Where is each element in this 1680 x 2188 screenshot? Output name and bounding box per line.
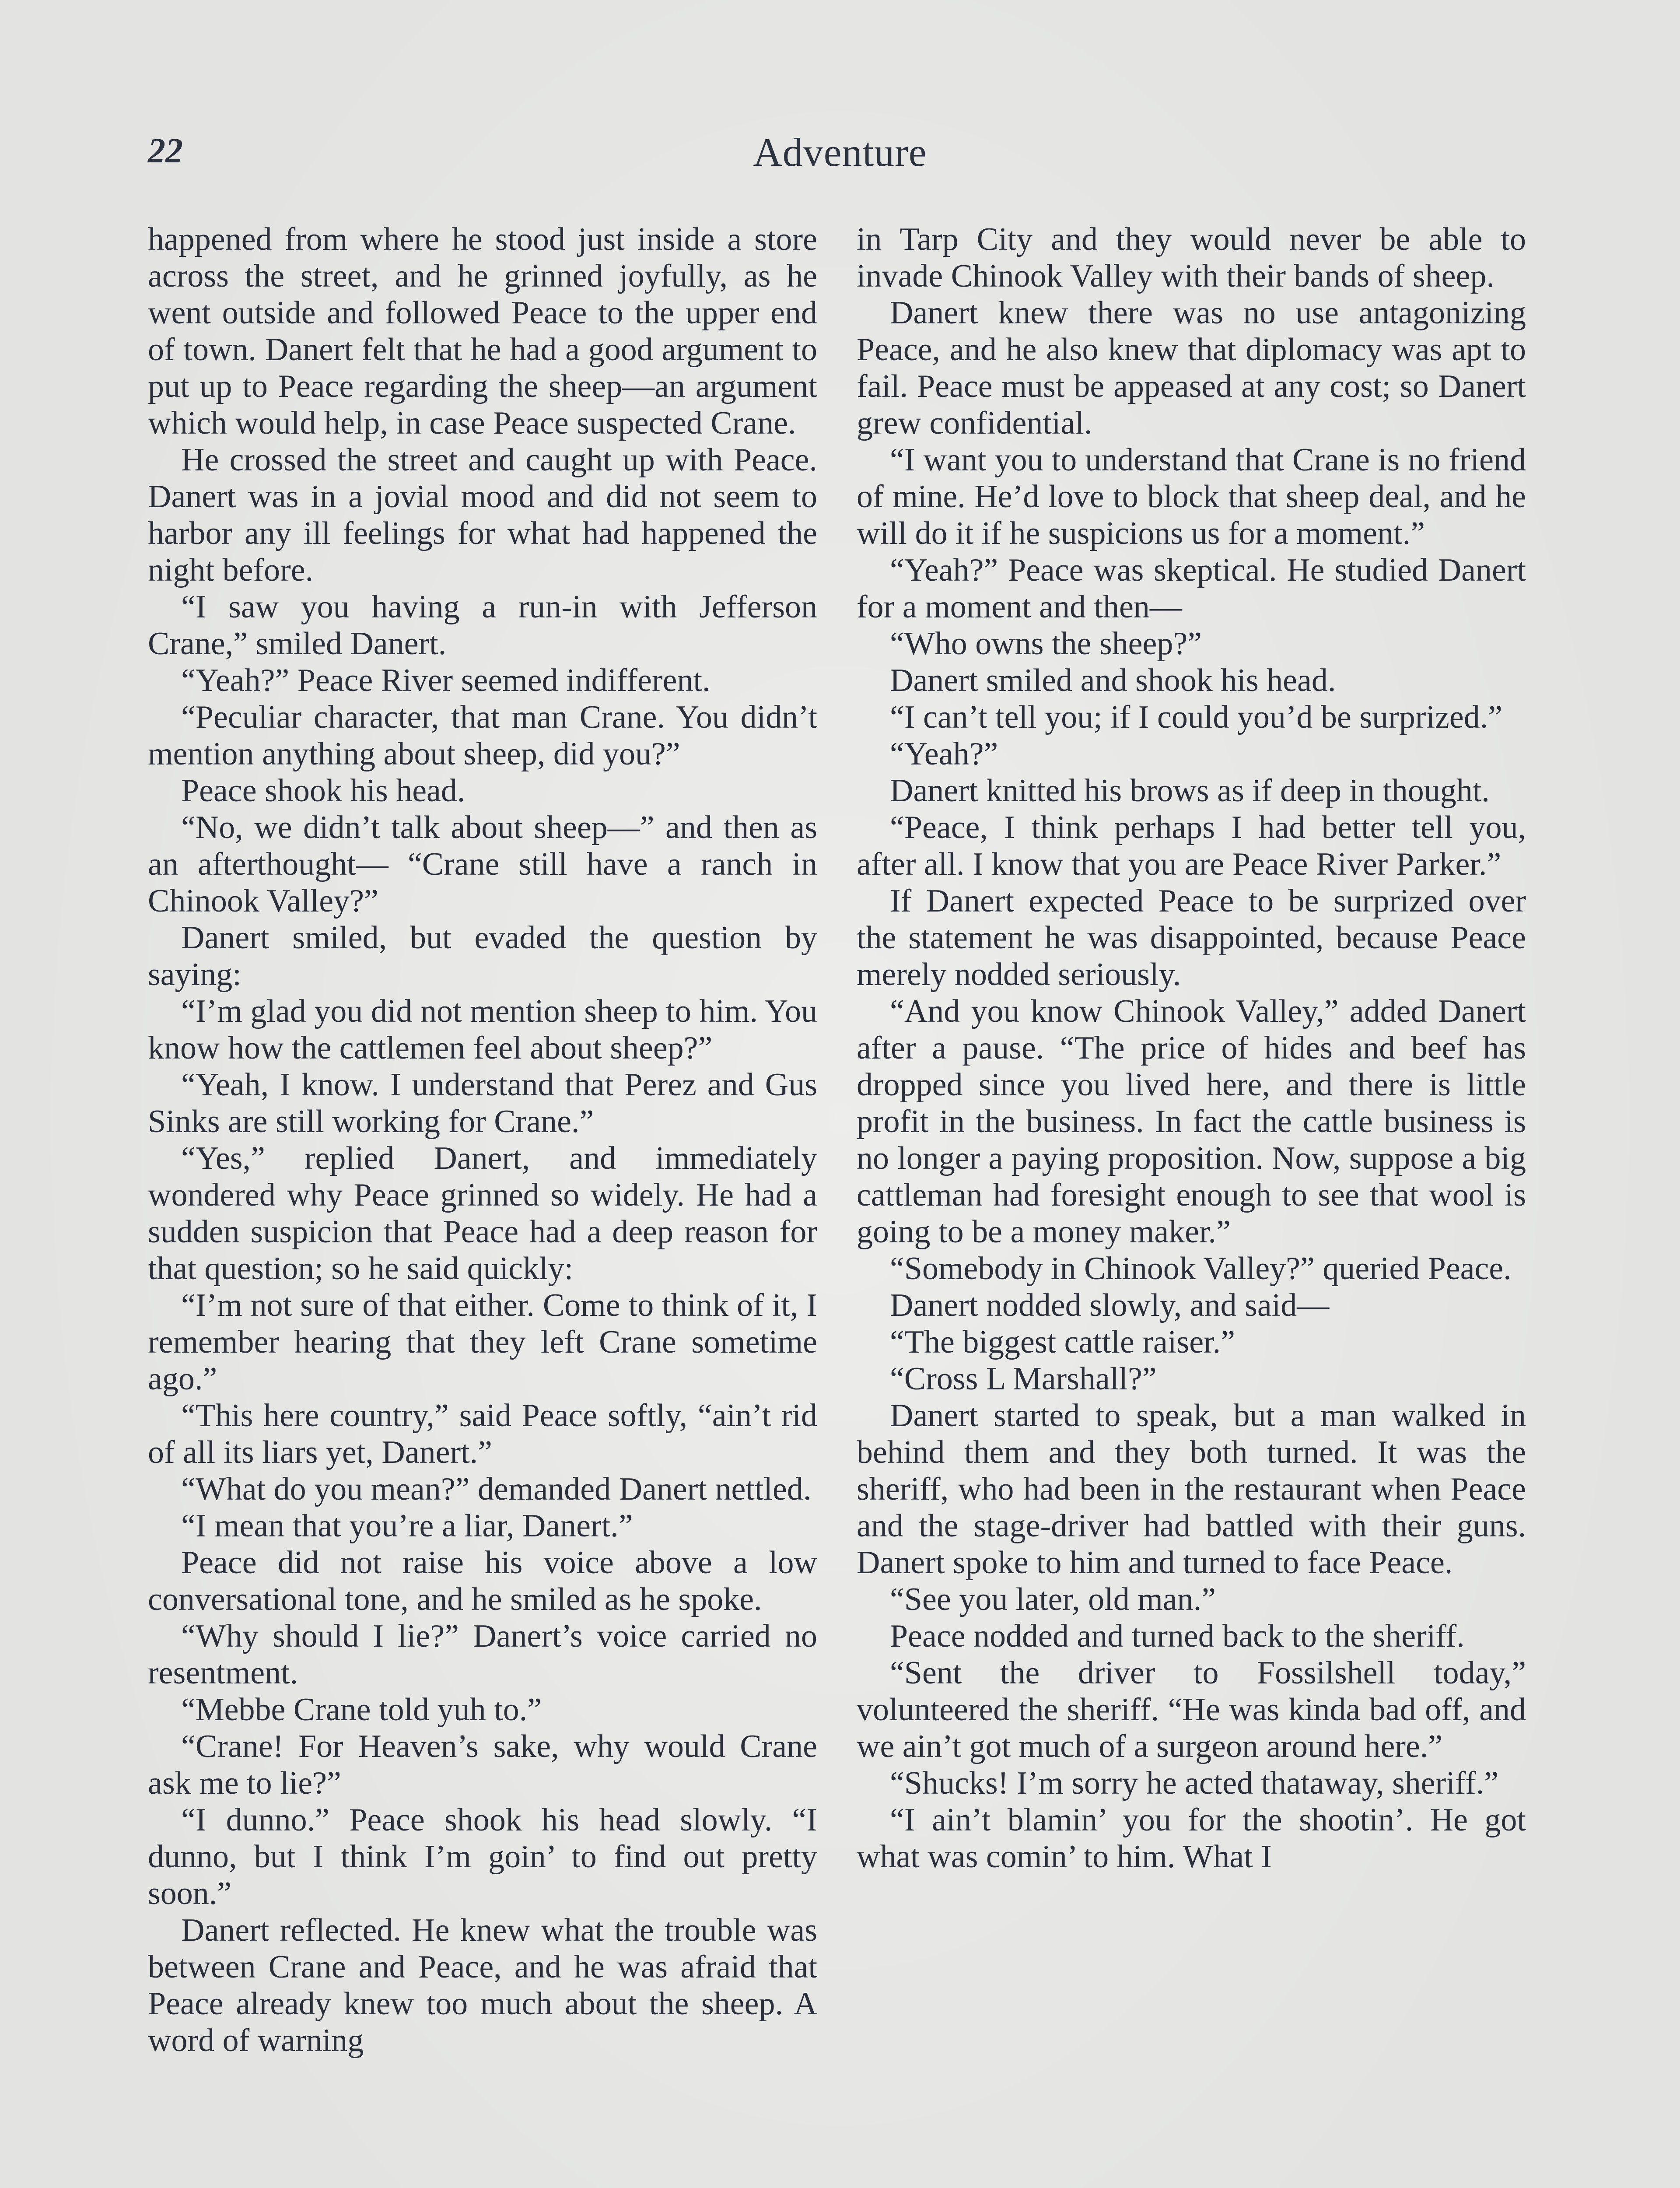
paragraph: He crossed the street and caught up with Peace. Danert was in a jovial mood and did not seem to harbor any ill feelings for what had happened the night before. (148, 442, 817, 588)
paragraph: If Danert expected Peace to be surprized over the statement he was disappointed, because Peace merely nodded seriously. (857, 883, 1526, 992)
paragraph: in Tarp City and they would never be able to invade Chinook Valley with their bands of sheep. (857, 221, 1526, 294)
paragraph: “Peace, I think perhaps I had better tell you, after all. I know that you are Peace River Parker.” (857, 810, 1526, 882)
paragraph: Danert knitted his brows as if deep in thought. (890, 773, 1490, 809)
left-column (148, 221, 817, 2059)
paragraph: “I mean that you’re a liar, Danert.” (181, 1508, 633, 1544)
paragraph: Peace nodded and turned back to the sheriff. (890, 1618, 1465, 1654)
paragraph: Danert started to speak, but a man walked in behind them and they both turned. It was the sheriff, who had been in the restaurant when Peace and the stage-driver had battled with their guns. Danert spoke to him and turned to face Peace. (857, 1398, 1526, 1581)
paragraph: “I ain’t blamin’ you for the shootin’. He got what was comin’ to him. What I (857, 1802, 1526, 1875)
paragraph: “Yeah?” (890, 736, 998, 772)
paragraph: “Shucks! I’m sorry he acted thataway, sheriff.” (890, 1765, 1499, 1801)
paragraph: “I can’t tell you; if I could you’d be surprized.” (890, 699, 1503, 735)
paragraph: “Who owns the sheep?” (890, 626, 1202, 662)
paragraph: Peace shook his head. (181, 773, 466, 809)
paragraph: happened from where he stood just inside a store across the street, and he grinned joyfully, as he went outside and followed Peace to the upper end of town. Danert felt that he had a good argument to put up to Peace regarding the sheep—an argument which would help, in case Peace suspected Crane. (148, 221, 817, 441)
paragraph: “I’m glad you did not mention sheep to him. You know how the cattlemen feel about sheep?” (148, 993, 817, 1066)
paragraph: Danert reflected. He knew what the trouble was between Crane and Peace, and he was afraid that Peace already knew too much about the sheep. A word of warning (148, 1912, 817, 2058)
paragraph: “The biggest cattle raiser.” (890, 1324, 1235, 1360)
paragraph: “Yeah?” Peace River seemed indifferent. (181, 663, 710, 698)
paragraph: “Yes,” replied Danert, and immediately wondered why Peace grinned so widely. He had a sudden suspicion that Peace had a deep reason for that question; so he said quickly: (148, 1140, 817, 1287)
paragraph: “Cross L Marshall?” (890, 1361, 1157, 1397)
paragraph: “Yeah, I know. I understand that Perez and Gus Sinks are still working for Crane.” (148, 1067, 817, 1140)
paragraph: “This here country,” said Peace softly, “ain’t rid of all its liars yet, Danert.” (148, 1398, 817, 1470)
paragraph: “See you later, old man.” (890, 1581, 1216, 1617)
paragraph: “Peculiar character, that man Crane. You didn’t mention anything about sheep, did you?” (148, 699, 817, 772)
paragraph: “And you know Chinook Valley,” added Danert after a pause. “The price of hides and beef has dropped since you lived here, and there is little profit in the business. In fact the cattle business is no longer a paying proposition. Now, suppose a big cattleman had foresight enough to see that wool is going to be a money maker.” (857, 993, 1526, 1250)
paragraph: “Crane! For Heaven’s sake, why would Crane ask me to lie?” (148, 1729, 817, 1801)
paragraph: Danert nodded slowly, and said— (890, 1287, 1330, 1323)
running-title: Adventure (753, 130, 927, 175)
right-column (857, 221, 1526, 1875)
paragraph: “What do you mean?” demanded Danert nettled. (181, 1471, 812, 1507)
paragraph: “I want you to understand that Crane is no friend of mine. He’d love to block that sheep deal, and he will do it if he suspicions us for a moment.” (857, 442, 1526, 551)
paragraph: “Sent the driver to Fossilshell today,” volunteered the sheriff. “He was kinda bad off, and we ain’t got much of a surgeon around here.” (857, 1655, 1526, 1764)
paragraph: Danert smiled and shook his head. (890, 663, 1336, 698)
paragraph: Peace did not raise his voice above a low conversational tone, and he smiled as he spoke. (148, 1545, 817, 1617)
paragraph: “Why should I lie?” Danert’s voice carried no resentment. (148, 1618, 817, 1691)
paragraph: “No, we didn’t talk about sheep—” and then as an afterthought— “Crane still have a ranch in Chinook Valley?” (148, 810, 817, 919)
paragraph: “Mebbe Crane told yuh to.” (181, 1692, 542, 1728)
paragraph: “I’m not sure of that either. Come to think of it, I remember hearing that they left Crane sometime ago.” (148, 1287, 817, 1397)
paragraph: Danert smiled, but evaded the question by saying: (148, 920, 817, 992)
page-number: 22 (148, 132, 183, 170)
paragraph: “Yeah?” Peace was skeptical. He studied Danert for a moment and then— (857, 552, 1526, 625)
paragraph: “I dunno.” Peace shook his head slowly. “I dunno, but I think I’m goin’ to find out pretty soon.” (148, 1802, 817, 1911)
paragraph: “Somebody in Chinook Valley?” queried Peace. (890, 1251, 1512, 1287)
paragraph: Danert knew there was no use antagonizing Peace, and he also knew that diplomacy was apt to fail. Peace must be appeased at any cost; so Danert grew confidential. (857, 295, 1526, 441)
paragraph: “I saw you having a run-in with Jefferson Crane,” smiled Danert. (148, 589, 817, 662)
